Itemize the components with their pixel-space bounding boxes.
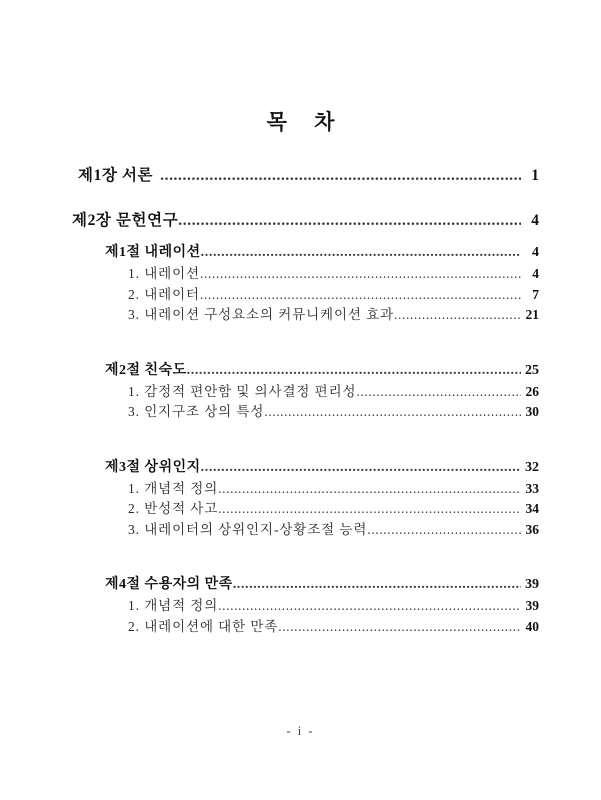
toc-entry-item[interactable] <box>0 405 601 419</box>
toc-entry-item[interactable] <box>0 267 601 281</box>
toc-entry-label: 제2장 문헌연구 <box>72 211 179 229</box>
page-number-footer: - i - <box>286 724 315 738</box>
table-of-contents <box>0 168 601 633</box>
toc-entry-label: 2. 내레이션에 대한 만족 <box>128 618 279 634</box>
toc-dot-leader <box>201 461 521 475</box>
toc-entry-page-number: 39 <box>525 577 539 592</box>
toc-entry-label: 제1절 내레이션 <box>105 245 201 260</box>
toc-entry-label: 3. 인지구조 상의 특성 <box>128 404 265 419</box>
toc-entry-label: 1. 개념적 정의 <box>128 480 219 496</box>
toc-entry-label: 제3절 상위인지 <box>105 459 201 475</box>
toc-dot-leader <box>178 213 521 229</box>
toc-dot-leader <box>187 364 521 378</box>
toc-entry-section[interactable] <box>0 246 601 260</box>
toc-entry-page-number: 34 <box>525 501 539 516</box>
toc-dot-leader <box>233 578 521 592</box>
toc-spacer <box>0 322 601 364</box>
toc-dot-leader <box>278 620 521 634</box>
toc-entry-page-number: 4 <box>532 266 539 281</box>
toc-entry-chapter[interactable] <box>0 213 601 229</box>
toc-spacer <box>0 495 601 502</box>
toc-spacer <box>0 260 601 267</box>
toc-spacer <box>0 536 601 578</box>
toc-entry-label: 2. 내레이터 <box>128 286 200 302</box>
toc-entry-page-number: 33 <box>525 480 539 496</box>
toc-entry-section[interactable] <box>0 461 601 475</box>
toc-spacer <box>0 613 601 620</box>
toc-entry-page-number: 30 <box>525 404 539 419</box>
toc-entry-label: 1. 내레이션 <box>128 266 200 281</box>
toc-spacer <box>0 281 601 288</box>
toc-entry-chapter[interactable] <box>0 168 601 184</box>
toc-entry-section[interactable] <box>0 364 601 378</box>
toc-spacer <box>0 184 601 213</box>
toc-spacer <box>0 592 601 599</box>
toc-entry-label: 제2절 친숙도 <box>105 362 187 378</box>
toc-dot-leader <box>356 385 521 399</box>
toc-entry-page-number: 21 <box>525 307 539 322</box>
toc-entry-label: 1. 개념적 정의 <box>128 598 219 613</box>
toc-dot-leader <box>218 482 521 496</box>
toc-entry-page-number: 40 <box>525 618 539 634</box>
toc-dot-leader <box>394 308 521 322</box>
toc-entry-page-number: 7 <box>532 286 539 302</box>
page-title: 목 차 <box>266 110 346 134</box>
toc-entry-page-number: 39 <box>525 598 539 613</box>
toc-entry-label: 3. 내레이션 구성요소의 커뮤니케이션 효과 <box>128 307 395 322</box>
toc-entry-page-number: 4 <box>531 211 539 229</box>
toc-spacer <box>0 475 601 482</box>
toc-dot-leader <box>367 523 521 537</box>
toc-entry-item[interactable] <box>0 502 601 516</box>
toc-entry-item[interactable] <box>0 482 601 496</box>
toc-dot-leader <box>160 168 521 184</box>
toc-spacer <box>0 228 601 246</box>
toc-entry-label: 3. 내레이터의 상위인지-상황조절 능력 <box>128 521 368 537</box>
toc-entry-item[interactable] <box>0 620 601 634</box>
toc-dot-leader <box>264 405 521 419</box>
toc-dot-leader <box>200 288 521 302</box>
toc-entry-page-number: 4 <box>532 245 539 260</box>
toc-entry-item[interactable] <box>0 523 601 537</box>
toc-entry-label: 1. 감정적 편안함 및 의사결정 편리성 <box>128 383 357 399</box>
toc-entry-item[interactable] <box>0 385 601 399</box>
toc-entry-page-number: 32 <box>525 459 539 475</box>
toc-entry-page-number: 1 <box>531 167 539 184</box>
toc-dot-leader <box>218 599 521 613</box>
toc-entry-label: 2. 반성적 사고 <box>128 501 219 516</box>
toc-entry-item[interactable] <box>0 308 601 322</box>
toc-spacer <box>0 419 601 461</box>
toc-entry-page-number: 36 <box>525 521 539 537</box>
toc-dot-leader <box>218 502 521 516</box>
toc-entry-page-number: 26 <box>525 383 539 399</box>
toc-entry-label: 제1장 서론 <box>78 167 154 184</box>
toc-entry-label: 제4절 수용자의 만족 <box>105 577 233 592</box>
toc-entry-page-number: 25 <box>525 362 539 378</box>
toc-entry-item[interactable] <box>0 599 601 613</box>
toc-spacer <box>0 398 601 405</box>
toc-dot-leader <box>200 267 521 281</box>
toc-entry-item[interactable] <box>0 288 601 302</box>
toc-dot-leader <box>201 246 521 260</box>
toc-entry-section[interactable] <box>0 578 601 592</box>
